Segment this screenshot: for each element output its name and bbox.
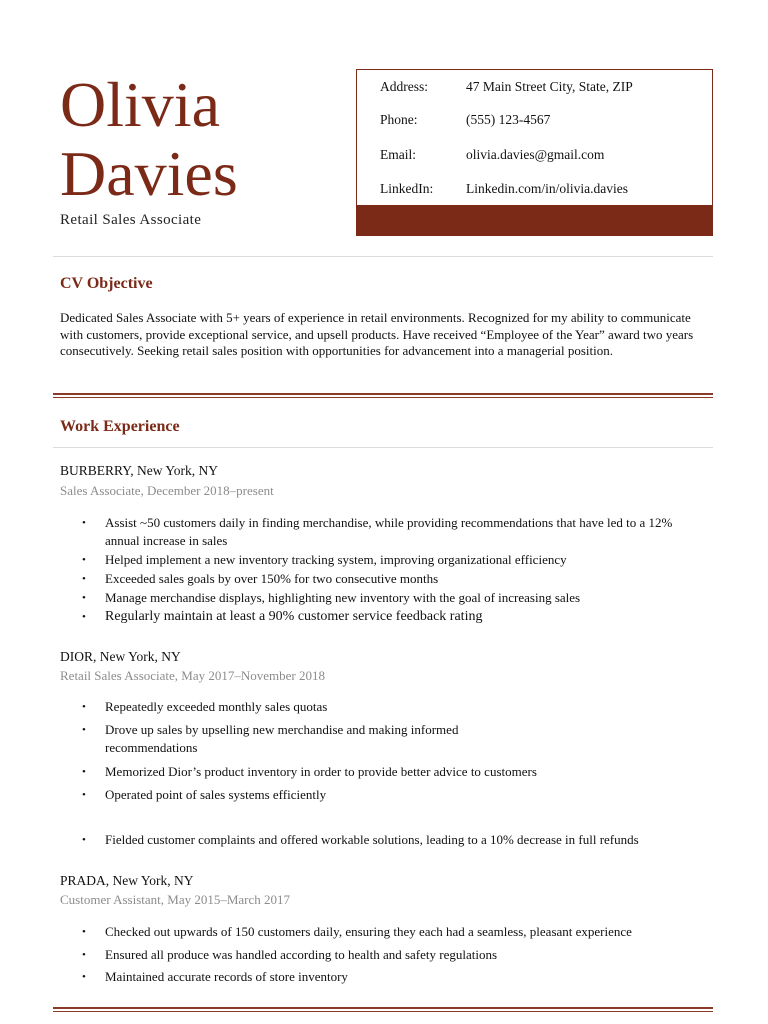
contact-band xyxy=(357,205,712,235)
list-item: • Exceeded sales goals by over 150% for two consecutive months xyxy=(82,570,682,588)
list-item: • Drove up sales by upselling new merchandise and making informed recommendations xyxy=(82,721,492,757)
last-name: Davies xyxy=(60,138,238,209)
list-item: • Fielded customer complaints and offered workable solutions, leading to a 10% decrease in full refunds xyxy=(82,831,692,849)
list-item-text: Memorized Dior’s product inventory in order to provide better advice to customers xyxy=(105,764,537,779)
contact-label: Phone: xyxy=(380,112,418,127)
divider xyxy=(53,256,713,257)
list-item-text: Repeatedly exceeded monthly sales quotas xyxy=(105,699,328,714)
contact-label: LinkedIn: xyxy=(380,181,434,196)
contact-label: Email: xyxy=(380,147,416,162)
contact-email xyxy=(380,147,604,163)
objective-text: Dedicated Sales Associate with 5+ years of experience in retail environments. Recognized for my ability to communicate with customers, provide exceptional service, and upsell products. Have received “Employee of the Year” award two years consecutively. Seeking retail sales position with opportunities for advancement into a managerial position. xyxy=(60,310,694,358)
list-item: • Repeatedly exceeded monthly sales quotas xyxy=(82,698,682,716)
list-item: • Memorized Dior’s product inventory in order to provide better advice to customers xyxy=(82,763,682,781)
list-item-text: Fielded customer complaints and offered workable solutions, leading to a 10% decrease in full refunds xyxy=(105,832,639,847)
contact-phone xyxy=(380,112,550,128)
list-item: • Manage merchandise displays, highlighting new inventory with the goal of increasing sales xyxy=(82,589,682,607)
job-role: Customer Assistant, May 2015–March 2017 xyxy=(60,892,291,907)
list-item-text: Operated point of sales systems efficiently xyxy=(105,787,327,802)
list-item-text: Regularly maintain at least a 90% customer service feedback rating xyxy=(105,609,483,624)
list-item-text: Assist ~50 customers daily in finding merchandise, while providing recommendations that have led to a 12% annual increase in sales xyxy=(105,515,673,548)
list-item: • Ensured all produce was handled according to health and safety regulations xyxy=(82,946,682,964)
objective-heading: CV Objective xyxy=(60,275,153,292)
divider xyxy=(53,447,713,448)
contact-address xyxy=(380,79,633,95)
contact-label: Address: xyxy=(380,79,428,94)
job-employer: DIOR, New York, NY xyxy=(60,649,181,664)
job-employer: PRADA, New York, NY xyxy=(60,873,194,888)
contact-linkedin xyxy=(380,181,628,197)
contact-value: (555) 123-4567 xyxy=(466,112,551,127)
job-role: Sales Associate, December 2018–present xyxy=(60,483,274,498)
list-item-text: Drove up sales by upselling new merchandise and making informed recommendations xyxy=(105,722,459,755)
contact-box xyxy=(356,69,713,236)
list-item: • Helped implement a new inventory tracking system, improving organizational efficiency xyxy=(82,551,682,569)
first-name: Olivia xyxy=(60,69,220,140)
work-heading: Work Experience xyxy=(60,418,180,435)
contact-value: 47 Main Street City, State, ZIP xyxy=(466,79,633,94)
list-item-text: Ensured all produce was handled according to health and safety regulations xyxy=(105,947,498,962)
job-title: Retail Sales Associate xyxy=(60,212,202,228)
section-divider xyxy=(53,1007,713,1012)
list-item: • Regularly maintain at least a 90% customer service feedback rating xyxy=(82,608,682,626)
list-item-text: Manage merchandise displays, highlighting new inventory with the goal of increasing sales xyxy=(105,590,581,605)
list-item-text: Maintained accurate records of store inventory xyxy=(105,969,348,984)
list-item: • Maintained accurate records of store inventory xyxy=(82,968,682,986)
contact-value: Linkedin.com/in/olivia.davies xyxy=(466,181,628,196)
list-item-text: Exceeded sales goals by over 150% for two consecutive months xyxy=(105,571,439,586)
list-item: • Assist ~50 customers daily in finding merchandise, while providing recommendations that have led to a 12% annual increase in sales xyxy=(82,514,682,550)
job-role: Retail Sales Associate, May 2017–November 2018 xyxy=(60,668,326,683)
section-divider xyxy=(53,393,713,398)
list-item-text: Checked out upwards of 150 customers daily, ensuring they each had a seamless, pleasant experience xyxy=(105,924,632,939)
contact-value: olivia.davies@gmail.com xyxy=(466,147,605,162)
job-employer: BURBERRY, New York, NY xyxy=(60,463,219,478)
list-item: • Checked out upwards of 150 customers daily, ensuring they each had a seamless, pleasant experience xyxy=(82,923,692,941)
list-item: • Operated point of sales systems efficiently xyxy=(82,786,682,804)
list-item-text: Helped implement a new inventory tracking system, improving organizational efficiency xyxy=(105,552,567,567)
